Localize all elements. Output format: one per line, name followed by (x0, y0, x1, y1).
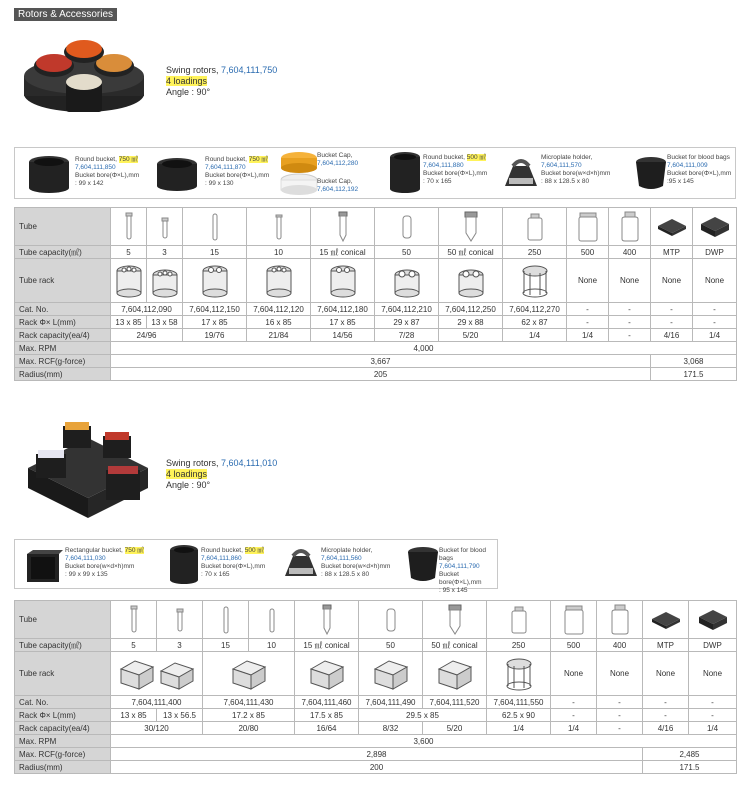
accessories-box-1 (14, 147, 736, 199)
tube-10ml-icon (267, 605, 277, 635)
accessory-item: Bucket for blood bags 7,604,111,009 Bucket bore(Φ×L),mm :95 x 145 (667, 154, 732, 185)
microplate-icon (650, 609, 682, 631)
row-label: Cat. No. (15, 303, 111, 316)
tube-capacity-row (15, 639, 737, 652)
accessory-item: Round bucket, 750 ㎖ 7,604,111,870 Bucket bore(Φ×L),mm : 99 x 130 (205, 156, 270, 187)
row-label: Tube capacity(㎖) (15, 246, 111, 259)
rotor-type: Swing rotors, (166, 458, 222, 468)
table-cell: None (597, 652, 643, 696)
table-cell: 17.2 x 85 (203, 709, 295, 722)
rectangular-bucket-icon (23, 546, 63, 586)
row-label: Tube (15, 601, 111, 639)
table-cell (311, 208, 375, 246)
rotor-info-2 (166, 458, 277, 491)
table-cell (689, 601, 737, 639)
table-cell (359, 601, 423, 639)
table-cell: 29.5 x 85 (359, 709, 487, 722)
cat-no-row (15, 303, 737, 316)
row-label: Max. RCF(g-force) (15, 748, 111, 761)
max-rpm-row (15, 735, 737, 748)
max-rcf-row (15, 748, 737, 761)
rotor-cat-no: 7,604,111,750 (221, 65, 278, 75)
table-cell: 3 (147, 246, 183, 259)
conical-tube-50ml-icon (447, 604, 463, 636)
table-cell (247, 208, 311, 246)
table-cell: - (651, 316, 693, 329)
table-cell: - (693, 303, 737, 316)
table-cell: 17 x 85 (311, 316, 375, 329)
row-label: Tube rack (15, 259, 111, 303)
accessory-item: Round bucket, 500 ㎖ 7,604,111,880 Bucket bore(Φ×L),mm : 70 x 165 (423, 154, 488, 185)
rotor-info-1 (166, 65, 277, 98)
accessory-item: Microplate holder, 7,604,111,570 Bucket bore(w×d×h)mm : 88 x 128.5 x 80 (541, 154, 611, 185)
tube-rack-row (15, 259, 737, 303)
max-rcf-row (15, 355, 737, 368)
table-cell (597, 601, 643, 639)
table-cell: 13 x 85 (111, 316, 147, 329)
table-cell: 7,604,112,250 (439, 303, 503, 316)
table-cell: 3 (157, 639, 203, 652)
radius-row (15, 368, 737, 381)
cat-no-row (15, 696, 737, 709)
table-cell (111, 601, 157, 639)
table-cell: None (609, 259, 651, 303)
table-cell: None (689, 652, 737, 696)
table-cell (183, 259, 247, 303)
table-cell: MTP (643, 639, 689, 652)
rotor-angle: Angle : 90° (166, 87, 211, 97)
table-cell: 21/84 (247, 329, 311, 342)
spec-table-2 (14, 600, 737, 774)
section-title: Rotors & Accessories (14, 8, 117, 21)
tube-rack-icon (114, 263, 144, 299)
tube-10ml-icon (274, 212, 284, 242)
rack-dim-row (15, 316, 737, 329)
table-cell: 17.5 x 85 (295, 709, 359, 722)
tube-rack-icon (392, 263, 422, 299)
deep-well-plate-icon (699, 215, 731, 239)
table-cell: 7,604,112,270 (503, 303, 567, 316)
table-cell: 4,000 (111, 342, 737, 355)
tube-rack-icon (200, 263, 230, 299)
table-cell: 30/120 (111, 722, 203, 735)
table-cell (609, 208, 651, 246)
table-cell: 10 (247, 246, 311, 259)
table-cell (503, 259, 567, 303)
table-cell: 1/4 (503, 329, 567, 342)
table-cell: 7,604,111,460 (295, 696, 359, 709)
table-cell: 7,604,112,180 (311, 303, 375, 316)
table-cell: 3,068 (651, 355, 737, 368)
round-bucket-icon (387, 150, 423, 196)
accessory-item: Microplate holder, 7,604,111,560 Bucket bore(w×d×h)mm : 88 x 128.5 x 80 (321, 547, 391, 578)
table-cell: 14/56 (311, 329, 375, 342)
square-rack-icon (117, 655, 197, 693)
tube-15ml-icon (210, 212, 220, 242)
table-cell: 13 x 85 (111, 709, 157, 722)
accessories-box-2 (14, 539, 498, 594)
max-rpm-row (15, 342, 737, 355)
table-cell: - (609, 316, 651, 329)
bottle-400ml-icon (618, 211, 642, 243)
table-cell (249, 601, 295, 639)
table-cell: 500 (551, 639, 597, 652)
table-cell: 1/4 (693, 329, 737, 342)
table-cell (359, 652, 423, 696)
table-cell: 7,604,111,490 (359, 696, 423, 709)
row-label: Max. RCF(g-force) (15, 355, 111, 368)
table-cell: - (689, 709, 737, 722)
rack-capacity-row (15, 329, 737, 342)
tube-15ml-icon (221, 605, 231, 635)
row-label: Tube (15, 208, 111, 246)
row-label: Rack capacity(ea/4) (15, 722, 111, 735)
bottle-500ml-icon (562, 604, 586, 636)
table-cell: DWP (693, 246, 737, 259)
table-cell (111, 652, 203, 696)
table-cell: 15 ㎖ conical (311, 246, 375, 259)
table-cell: - (643, 696, 689, 709)
microplate-icon (656, 216, 688, 238)
table-cell: 1/4 (487, 722, 551, 735)
table-cell (111, 208, 147, 246)
row-label: Rack Φ× L(mm) (15, 709, 111, 722)
accessory-item: Bucket Cap, 7,604,112,280 (317, 152, 359, 167)
table-cell: 500 (567, 246, 609, 259)
table-cell: 3,600 (111, 735, 737, 748)
tube-rack-icon (150, 263, 180, 299)
rack-dim-row (15, 709, 737, 722)
table-cell: 10 (249, 639, 295, 652)
deep-well-plate-icon (697, 608, 729, 632)
table-cell (375, 208, 439, 246)
table-cell: 13 x 58 (147, 316, 183, 329)
table-cell (423, 601, 487, 639)
bottle-adapter-icon (504, 656, 534, 692)
tube-5ml-icon (124, 212, 134, 242)
table-cell: 7,604,112,150 (183, 303, 247, 316)
row-label: Rack Φ× L(mm) (15, 316, 111, 329)
table-cell: 15 ㎖ conical (295, 639, 359, 652)
row-label: Cat. No. (15, 696, 111, 709)
accessory-item: Round bucket, 750 ㎖ 7,604,111,850 Bucket bore(Φ×L),mm : 99 x 142 (75, 156, 140, 187)
table-cell: 400 (597, 639, 643, 652)
row-label: Tube rack (15, 652, 111, 696)
table-cell (147, 259, 183, 303)
row-label: Max. RPM (15, 735, 111, 748)
microplate-holder-icon (281, 546, 321, 582)
table-cell: 50 (359, 639, 423, 652)
tube-rack-icon (456, 263, 486, 299)
table-cell: 5 (111, 246, 147, 259)
table-cell: 2,485 (643, 748, 737, 761)
table-cell: 29 x 87 (375, 316, 439, 329)
table-cell: - (643, 709, 689, 722)
table-cell: 250 (503, 246, 567, 259)
table-cell: 7,604,112,210 (375, 303, 439, 316)
table-cell (503, 208, 567, 246)
round-bucket-icon (27, 154, 71, 194)
table-cell: 15 (203, 639, 249, 652)
rotor-loadings: 4 loadings (166, 76, 208, 86)
microplate-holder-icon (501, 156, 541, 192)
bottle-250ml-icon (509, 605, 529, 635)
table-cell: - (567, 316, 609, 329)
round-bucket-icon (155, 156, 199, 192)
table-cell: 29 x 88 (439, 316, 503, 329)
table-cell: 5/20 (423, 722, 487, 735)
table-cell: - (597, 722, 643, 735)
table-cell (439, 259, 503, 303)
table-cell: 7,604,111,520 (423, 696, 487, 709)
table-cell: 200 (111, 761, 643, 774)
table-cell (487, 652, 551, 696)
table-cell: 50 (375, 246, 439, 259)
bottle-400ml-icon (608, 604, 632, 636)
table-cell: 7,604,111,550 (487, 696, 551, 709)
table-cell: 3,667 (111, 355, 651, 368)
table-cell: None (643, 652, 689, 696)
tube-row (15, 601, 737, 639)
table-cell: 7,604,111,430 (203, 696, 295, 709)
table-cell: 7,604,112,090 (111, 303, 183, 316)
table-cell: None (693, 259, 737, 303)
blood-bag-bucket-icon (405, 546, 441, 584)
accessory-item: Bucket for blood bags 7,604,111,790 Bucket bore(Φ×L),mm : 95 x 145 (439, 547, 486, 594)
rotor-angle: Angle : 90° (166, 480, 211, 490)
table-cell: - (567, 303, 609, 316)
table-cell: 62 x 87 (503, 316, 567, 329)
bottle-500ml-icon (576, 211, 600, 243)
table-cell: 5 (111, 639, 157, 652)
spec-table-1 (14, 207, 737, 381)
table-cell (203, 652, 295, 696)
table-cell: 4/16 (643, 722, 689, 735)
rack-capacity-row (15, 722, 737, 735)
row-label: Radius(mm) (15, 368, 111, 381)
accessory-item: Bucket Cap, 7,604,112,192 (317, 178, 359, 193)
bucket-cap-icon (277, 150, 321, 198)
round-bucket-icon (167, 543, 201, 587)
table-cell: - (609, 303, 651, 316)
table-cell: 62.5 x 90 (487, 709, 551, 722)
table-cell: 50 ㎖ conical (439, 246, 503, 259)
tube-rack-row (15, 652, 737, 696)
table-cell: DWP (689, 639, 737, 652)
tube-3ml-icon (175, 605, 185, 635)
table-cell: 50 ㎖ conical (423, 639, 487, 652)
table-cell: 24/96 (111, 329, 183, 342)
table-cell: - (689, 696, 737, 709)
table-cell: - (609, 329, 651, 342)
row-label: Rack capacity(ea/4) (15, 329, 111, 342)
table-cell (147, 208, 183, 246)
row-label: Radius(mm) (15, 761, 111, 774)
table-cell: 17 x 85 (183, 316, 247, 329)
table-cell: 1/4 (551, 722, 597, 735)
table-cell (311, 259, 375, 303)
table-cell: - (597, 709, 643, 722)
table-cell (247, 259, 311, 303)
bottle-250ml-icon (525, 212, 545, 242)
table-cell: 171.5 (643, 761, 737, 774)
table-cell: None (551, 652, 597, 696)
table-cell: 1/4 (689, 722, 737, 735)
table-cell: 205 (111, 368, 651, 381)
table-cell (183, 208, 247, 246)
table-cell: 15 (183, 246, 247, 259)
table-cell: 4/16 (651, 329, 693, 342)
tube-3ml-icon (160, 212, 170, 242)
rotor-cat-no: 7,604,111,010 (221, 458, 278, 468)
table-cell: 20/80 (203, 722, 295, 735)
table-cell (651, 208, 693, 246)
tube-rack-icon (328, 263, 358, 299)
table-cell (111, 259, 147, 303)
table-cell: 16 x 85 (247, 316, 311, 329)
table-cell (295, 601, 359, 639)
table-cell (487, 601, 551, 639)
rotor-loadings: 4 loadings (166, 469, 208, 479)
table-cell (567, 208, 609, 246)
tube-row (15, 208, 737, 246)
tube-50ml-icon (401, 212, 413, 242)
table-cell (157, 601, 203, 639)
table-cell: 171.5 (651, 368, 737, 381)
table-cell: 2,898 (111, 748, 643, 761)
tube-capacity-row (15, 246, 737, 259)
rotor-image-010 (18, 418, 158, 523)
rotor-image-750 (14, 32, 154, 117)
table-cell: 250 (487, 639, 551, 652)
table-cell: MTP (651, 246, 693, 259)
table-cell: 7,604,111,400 (111, 696, 203, 709)
table-cell: 19/76 (183, 329, 247, 342)
accessory-item: Rectangular bucket, 750 ㎖ 7,604,111,030 Bucket bore(w×d×h)mm : 99 x 99 x 135 (65, 547, 144, 578)
tube-5ml-icon (129, 605, 139, 635)
conical-tube-15ml-icon (321, 604, 333, 636)
table-cell (439, 208, 503, 246)
table-cell: None (567, 259, 609, 303)
table-cell (693, 208, 737, 246)
table-cell (295, 652, 359, 696)
table-cell: 5/20 (439, 329, 503, 342)
square-rack-icon (371, 655, 411, 693)
table-cell: 7/28 (375, 329, 439, 342)
conical-tube-15ml-icon (337, 211, 349, 243)
table-cell: 1/4 (567, 329, 609, 342)
table-cell: - (651, 303, 693, 316)
square-rack-icon (307, 655, 347, 693)
blood-bag-bucket-icon (633, 156, 669, 192)
table-cell: None (651, 259, 693, 303)
table-cell (375, 259, 439, 303)
table-cell (643, 601, 689, 639)
table-cell: 13 x 56.5 (157, 709, 203, 722)
table-cell: 16/64 (295, 722, 359, 735)
table-cell (551, 601, 597, 639)
tube-50ml-icon (385, 605, 397, 635)
square-rack-icon (435, 655, 475, 693)
accessory-item: Round bucket, 500 ㎖ 7,604,111,860 Bucket bore(Φ×L),mm : 70 x 165 (201, 547, 266, 578)
rotor-type: Swing rotors, (166, 65, 222, 75)
table-cell: - (551, 696, 597, 709)
row-label: Max. RPM (15, 342, 111, 355)
conical-tube-50ml-icon (463, 211, 479, 243)
table-cell (203, 601, 249, 639)
table-cell: - (597, 696, 643, 709)
bottle-adapter-icon (520, 263, 550, 299)
table-cell: - (551, 709, 597, 722)
tube-rack-icon (264, 263, 294, 299)
table-cell: 8/32 (359, 722, 423, 735)
table-cell: 400 (609, 246, 651, 259)
table-cell: - (693, 316, 737, 329)
table-cell: 7,604,112,120 (247, 303, 311, 316)
radius-row (15, 761, 737, 774)
row-label: Tube capacity(㎖) (15, 639, 111, 652)
table-cell (423, 652, 487, 696)
square-rack-icon (229, 655, 269, 693)
